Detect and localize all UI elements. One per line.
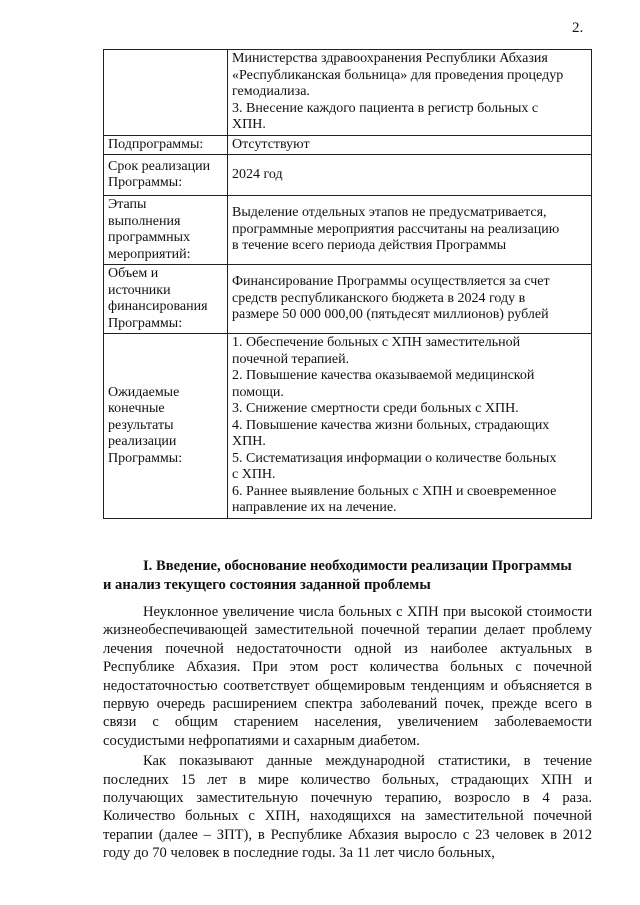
table-row	[104, 50, 592, 136]
table-text-line: средств республиканского бюджета в 2024 году в	[232, 290, 526, 306]
table-cell-value	[228, 196, 592, 265]
table-text-line: реализации	[108, 434, 177, 449]
table-text-line: Объем и	[108, 266, 159, 281]
table-text-line: Подпрограммы:	[108, 136, 204, 152]
body-text	[103, 603, 592, 865]
table-cell-value	[228, 135, 592, 155]
table-text-line: с ХПН.	[232, 467, 276, 482]
table-text-line: выполнения	[108, 213, 181, 229]
table-cell-label	[104, 155, 228, 196]
table-cell-label	[104, 334, 228, 519]
table-text-line: Программы:	[108, 315, 183, 331]
table-text-line: Срок реализации	[108, 158, 211, 174]
table-row	[104, 265, 592, 334]
table-text-line: Финансирование Программы осуществляется за счет	[232, 274, 550, 290]
table-cell-label	[104, 265, 228, 334]
table-cell-label	[104, 135, 228, 155]
table-text-line: помощи.	[232, 384, 284, 400]
section-heading-line: и анализ текущего состояния заданной проблемы	[103, 577, 431, 593]
table-text-line: Этапы	[108, 197, 147, 212]
table-cell-value	[228, 155, 592, 196]
table-text-line: 4. Повышение качества жизни больных, страдающих	[232, 417, 550, 433]
table-row	[104, 196, 592, 265]
table-row	[104, 135, 592, 155]
table-text-line: результаты	[108, 417, 174, 433]
table-text-line: Министерства здравоохранения Республики Абхазия	[232, 51, 548, 66]
table-text-line: 3. Внесение каждого пациента в регистр больных с	[232, 100, 539, 116]
table-text-line: 5. Систематизация информации о количестве больных	[232, 450, 557, 466]
table-text-line: 1. Обеспечение больных с ХПН заместительной	[232, 335, 521, 350]
section-heading-line: I. Введение, обоснование необходимости реализации Программы	[143, 558, 572, 574]
table-text-line: программные мероприятия рассчитаны на реализацию	[232, 221, 560, 237]
table-text-line: Программы:	[108, 175, 183, 190]
table-text-line: мероприятий:	[108, 246, 191, 262]
page-number: 2.	[572, 20, 584, 36]
section-heading	[103, 557, 592, 595]
table-cell-label	[104, 50, 228, 136]
table-cell-value	[228, 50, 592, 136]
table-text-line: финансирования	[108, 299, 208, 314]
table-text-line: конечные	[108, 401, 165, 416]
table-text-line: Ожидаемые	[108, 384, 180, 400]
table-text-line: размере 50 000 000,00 (пятьдесят миллионов) рублей	[232, 307, 549, 323]
table-row	[104, 334, 592, 519]
table-text-line: Выделение отдельных этапов не предусматривается,	[232, 205, 547, 221]
table-row	[104, 155, 592, 196]
table-text-line: в течение всего периода действия Программы	[232, 238, 507, 254]
table-text-line: 6. Раннее выявление больных с ХПН и своевременное	[232, 483, 557, 499]
table-cell-value	[228, 265, 592, 334]
table-text-line: ХПН.	[232, 117, 266, 132]
table-text-line: 2. Повышение качества оказываемой медицинской	[232, 368, 535, 383]
paragraph: Неуклонное увеличение числа больных с ХПН при высокой стоимости жизнеобеспечивающей заместительной почечной терапии делает проблему лечения почечной недостаточности одной из наиболее актуальных в Республике Абхазия. При этом рост количества больных с почечной недостаточностью соответствует общемировым тенденциям и объясняется в первую очередь расширением спектра заболеваний почек, прежде всего в связи с общим старением населения, увеличением заболеваемости сосудистыми нефропатиями и сахарным диабетом.	[103, 604, 592, 749]
paragraph: Как показывают данные международной статистики, в течение последних 15 лет в мире количество больных, страдающих ХПН и получающих заместительную почечную терапию, возросло в 4 раза. Количество больных с ХПН, находящихся на заместительной почечной терапии (далее – ЗПТ), в Республике Абхазия выросло с 23 человек в 2012 году до 70 человек в последние годы. За 11 лет число больных,	[103, 753, 592, 862]
table-cell-label	[104, 196, 228, 265]
table-text-line: Отсутствуют	[232, 136, 310, 152]
table-text-line: 3. Снижение смертности среди больных с ХПН.	[232, 401, 519, 416]
table-text-line: 2024 год	[232, 166, 283, 182]
table-cell-value	[228, 334, 592, 519]
table-text-line: Программы:	[108, 450, 183, 466]
table-text-line: гемодиализа.	[232, 84, 310, 99]
program-passport-table	[103, 49, 592, 519]
table-text-line: «Республиканская больница» для проведения процедур	[232, 67, 564, 83]
table-text-line: ХПН.	[232, 434, 266, 449]
table-text-line: направление их на лечение.	[232, 500, 397, 515]
table-text-line: источники	[108, 282, 171, 298]
table-text-line: программных	[108, 230, 191, 245]
table-text-line: почечной терапией.	[232, 351, 350, 367]
